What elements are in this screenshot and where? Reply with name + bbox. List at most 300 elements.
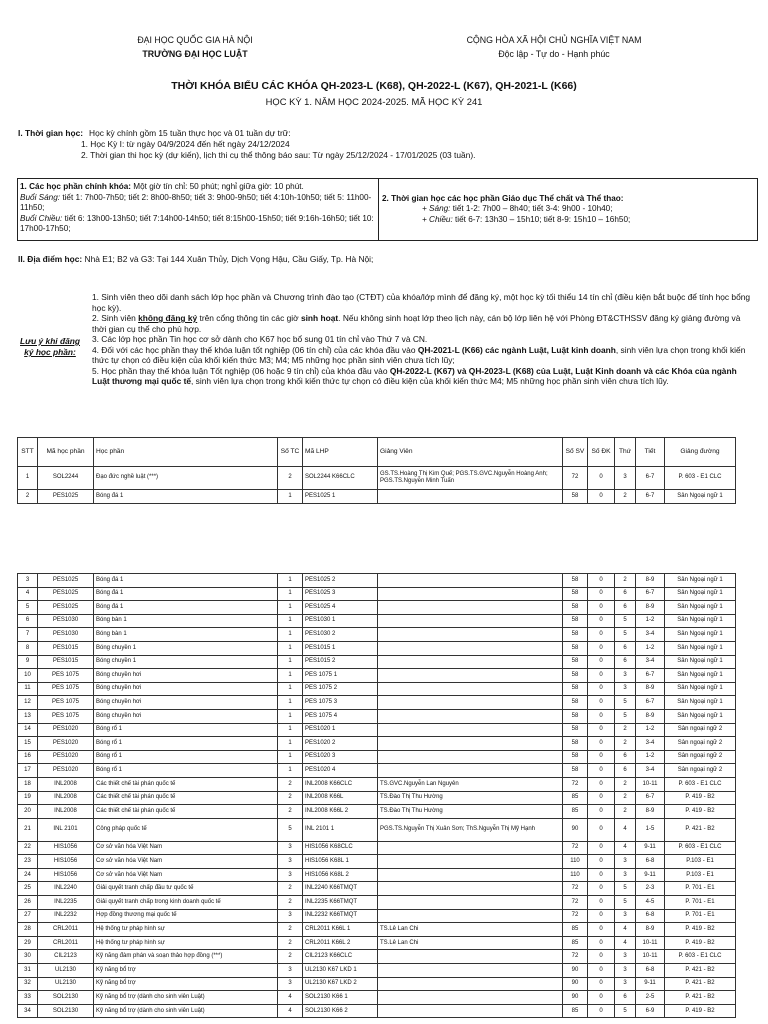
cell-stt: 29 <box>18 936 38 950</box>
cell-registered: 0 <box>588 490 615 504</box>
cell-class-code: HIS1056 K68L 1 <box>303 855 378 869</box>
cell-class-code: CRL2011 K66L 1 <box>303 923 378 937</box>
cell-class-code: SOL2244 K66CLC <box>303 467 378 490</box>
column-header-stt: STT <box>18 438 38 467</box>
pe-afternoon-line <box>382 215 754 226</box>
cell-periods: 1-5 <box>636 818 665 841</box>
note-text: 5. Học phần thay thế khóa luận Tốt nghiệp (06 hoặc 9 tín chỉ) của khóa đầu vào <box>92 365 390 376</box>
cell-course-name: Kỹ năng bổ trợ (dành cho sinh viên Luật) <box>94 991 278 1005</box>
cell-credits: 2 <box>278 777 303 791</box>
cell-lecturer <box>378 696 563 710</box>
cell-course-name: Bóng rổ 1 <box>94 723 278 737</box>
table-row <box>18 805 736 819</box>
note-text: 2. Sinh viên <box>92 313 139 323</box>
cell-periods: 8-9 <box>636 805 665 819</box>
cell-course-code: PES1025 <box>38 587 94 601</box>
column-header-periods: Tiết <box>636 438 665 467</box>
cell-periods: 10-11 <box>636 777 665 791</box>
cell-credits: 1 <box>278 574 303 588</box>
cell-stt: 30 <box>18 950 38 964</box>
cell-course-code: INL2232 <box>38 909 94 923</box>
cell-course-code: PES1015 <box>38 655 94 669</box>
cell-stt: 7 <box>18 628 38 642</box>
cell-registered: 0 <box>588 964 615 978</box>
cell-room: P. 419 - B2 <box>665 936 736 950</box>
cell-course-name: Các thiết chế tài phán quốc tế <box>94 777 278 791</box>
cell-room: P.103 - E1 <box>665 868 736 882</box>
cell-stt: 15 <box>18 737 38 751</box>
cell-class-code: INL2235 K66TMQT <box>303 896 378 910</box>
periods-box <box>17 178 758 241</box>
table-row <box>18 587 736 601</box>
cell-course-code: PES1020 <box>38 723 94 737</box>
cell-periods: 10-11 <box>636 950 665 964</box>
table-row <box>18 936 736 950</box>
cell-stt: 14 <box>18 723 38 737</box>
cell-periods: 3-4 <box>636 737 665 751</box>
cell-registered: 0 <box>588 628 615 642</box>
cell-capacity: 58 <box>563 587 588 601</box>
schedule-table <box>17 437 736 504</box>
cell-capacity: 90 <box>563 977 588 991</box>
cell-periods: 6-7 <box>636 791 665 805</box>
cell-weekday: 2 <box>615 777 636 791</box>
cell-room: P. 603 - E1 CLC <box>665 777 736 791</box>
cell-course-code: PES1025 <box>38 601 94 615</box>
column-header-course-name: Học phần <box>94 438 278 467</box>
cell-stt: 19 <box>18 791 38 805</box>
location-text: Nhà E1; B2 và G3: Tại 144 Xuân Thủy, Dịch Vọng Hậu, Cầu Giấy, Tp. Hà Nội; <box>82 254 374 264</box>
cell-capacity: 72 <box>563 896 588 910</box>
table-row <box>18 882 736 896</box>
table-row <box>18 601 736 615</box>
cell-stt: 10 <box>18 669 38 683</box>
cell-room: P. 603 - E1 CLC <box>665 841 736 855</box>
note-emphasis: không đăng ký <box>138 313 198 323</box>
cell-class-code: SOL2130 K66 1 <box>303 991 378 1005</box>
cell-course-name: Hợp đồng thương mại quốc tế <box>94 909 278 923</box>
nation-name: CỘNG HÒA XÃ HỘI CHỦ NGHĨA VIỆT NAM <box>466 35 642 45</box>
cell-capacity: 85 <box>563 1004 588 1018</box>
table-row <box>18 641 736 655</box>
cell-periods: 1-2 <box>636 641 665 655</box>
cell-periods: 8-9 <box>636 682 665 696</box>
cell-course-code: PES1030 <box>38 628 94 642</box>
cell-registered: 0 <box>588 641 615 655</box>
cell-capacity: 85 <box>563 936 588 950</box>
cell-stt: 23 <box>18 855 38 869</box>
cell-weekday: 4 <box>615 841 636 855</box>
cell-lecturer <box>378 764 563 778</box>
notes-list <box>92 292 752 387</box>
note-text: . Nếu không sinh hoạt lớp theo lịch này, cán bộ lớp liên hệ với Phòng ĐT&CTHSSV đăng ký giảng đường và thời gian cụ thể cho phù hợp. <box>92 313 741 334</box>
table-row <box>18 764 736 778</box>
cell-course-name: Cơ sở văn hóa Việt Nam <box>94 855 278 869</box>
cell-stt: 21 <box>18 818 38 841</box>
table-row <box>18 909 736 923</box>
cell-course-name: Bóng chuyền hơi <box>94 682 278 696</box>
exam-dates: 2. Thời gian thi học kỳ (dự kiến), lịch thi cụ thể thông báo sau: Từ ngày 25/12/2024 - 17/01/2025 (03 tuần). <box>81 149 476 160</box>
cell-class-code: PES1020 1 <box>303 723 378 737</box>
school-name: TRƯỜNG ĐẠI HỌC LUẬT <box>142 48 248 59</box>
cell-class-code: UL2130 K67 LKD 1 <box>303 964 378 978</box>
cell-capacity: 58 <box>563 696 588 710</box>
cell-registered: 0 <box>588 882 615 896</box>
main-periods-heading: 1. Các học phần chính khóa: <box>20 182 132 191</box>
cell-credits: 1 <box>278 764 303 778</box>
cell-periods: 6-9 <box>636 1004 665 1018</box>
cell-stt: 11 <box>18 682 38 696</box>
document-subtitle: HỌC KỲ 1. NĂM HỌC 2024-2025. MÃ HỌC KỲ 241 <box>265 96 483 107</box>
cell-registered: 0 <box>588 896 615 910</box>
cell-lecturer <box>378 669 563 683</box>
cell-course-code: INL2008 <box>38 791 94 805</box>
cell-course-name: Bóng chuyền hơi <box>94 709 278 723</box>
cell-room: Sân Ngoại ngữ 1 <box>665 490 736 504</box>
table-row <box>18 1004 736 1018</box>
cell-course-name: Bóng bàn 1 <box>94 628 278 642</box>
cell-periods: 6-8 <box>636 855 665 869</box>
cell-capacity: 72 <box>563 909 588 923</box>
cell-lecturer <box>378 601 563 615</box>
cell-capacity: 58 <box>563 490 588 504</box>
cell-lecturer <box>378 723 563 737</box>
cell-weekday: 2 <box>615 490 636 504</box>
cell-capacity: 58 <box>563 601 588 615</box>
cell-capacity: 72 <box>563 882 588 896</box>
cell-room: P. 419 - B2 <box>665 805 736 819</box>
cell-capacity: 72 <box>563 841 588 855</box>
cell-periods: 4-5 <box>636 896 665 910</box>
cell-stt: 2 <box>18 490 38 504</box>
cell-class-code: PES 1075 2 <box>303 682 378 696</box>
cell-class-code: PES1025 3 <box>303 587 378 601</box>
cell-capacity: 90 <box>563 964 588 978</box>
cell-credits: 4 <box>278 991 303 1005</box>
table-row <box>18 855 736 869</box>
cell-weekday: 4 <box>615 818 636 841</box>
cell-weekday: 6 <box>615 641 636 655</box>
location-section <box>18 254 758 265</box>
cell-registered: 0 <box>588 791 615 805</box>
cell-registered: 0 <box>588 1004 615 1018</box>
cell-credits: 3 <box>278 977 303 991</box>
pe-morning-label: + Sáng: <box>422 204 451 214</box>
cell-weekday: 3 <box>615 855 636 869</box>
cell-course-code: PES1020 <box>38 764 94 778</box>
cell-weekday: 6 <box>615 587 636 601</box>
note-emphasis: sinh hoạt <box>300 313 339 323</box>
cell-periods: 6-7 <box>636 587 665 601</box>
cell-periods: 1-2 <box>636 614 665 628</box>
cell-weekday: 2 <box>615 805 636 819</box>
cell-course-code: HIS1056 <box>38 841 94 855</box>
cell-capacity: 58 <box>563 614 588 628</box>
cell-lecturer <box>378 750 563 764</box>
cell-course-name: Bóng chuyền 1 <box>94 655 278 669</box>
cell-capacity: 110 <box>563 855 588 869</box>
table-row <box>18 818 736 841</box>
cell-room: P. 701 - E1 <box>665 896 736 910</box>
table-row <box>18 896 736 910</box>
note-text: , sinh viên lựa chọn trong khối kiến thức tự chọn có điều kiện của khối kiến thức M3; M4; M5 những học phần sinh viên chưa tích lũy; <box>92 344 746 365</box>
cell-registered: 0 <box>588 841 615 855</box>
cell-room: P. 421 - B2 <box>665 818 736 841</box>
cell-periods: 8-9 <box>636 923 665 937</box>
column-header-lecturer: Giảng Viên <box>378 438 563 467</box>
cell-lecturer <box>378 614 563 628</box>
note-emphasis: QH-2022-L (K67) và QH-2023-L (K68) của Luật, Luật Kinh doanh và các Khóa của ngành Luật thương mại quốc tế <box>92 365 737 386</box>
notes-label: Lưu ý khi đăng ký học phần: <box>20 336 80 357</box>
cell-capacity: 90 <box>563 818 588 841</box>
cell-capacity: 58 <box>563 764 588 778</box>
cell-periods: 3-4 <box>636 655 665 669</box>
main-periods-heading-line <box>20 182 376 193</box>
cell-room: P. 421 - B2 <box>665 977 736 991</box>
cell-credits: 1 <box>278 709 303 723</box>
table-row <box>18 655 736 669</box>
cell-registered: 0 <box>588 587 615 601</box>
cell-credits: 3 <box>278 855 303 869</box>
cell-room: P. 419 - B2 <box>665 1004 736 1018</box>
cell-course-name: Cơ sở văn hóa Việt Nam <box>94 841 278 855</box>
cell-class-code: PES1025 4 <box>303 601 378 615</box>
cell-registered: 0 <box>588 764 615 778</box>
cell-capacity: 58 <box>563 628 588 642</box>
cell-class-code: INL 2101 1 <box>303 818 378 841</box>
cell-credits: 1 <box>278 641 303 655</box>
cell-periods: 6-7 <box>636 490 665 504</box>
cell-class-code: PES1020 3 <box>303 750 378 764</box>
cell-course-code: PES1030 <box>38 614 94 628</box>
cell-class-code: PES 1075 3 <box>303 696 378 710</box>
cell-registered: 0 <box>588 682 615 696</box>
cell-stt: 16 <box>18 750 38 764</box>
cell-registered: 0 <box>588 909 615 923</box>
cell-stt: 17 <box>18 764 38 778</box>
cell-class-code: PES 1075 1 <box>303 669 378 683</box>
cell-registered: 0 <box>588 696 615 710</box>
cell-weekday: 3 <box>615 868 636 882</box>
cell-registered: 0 <box>588 750 615 764</box>
cell-course-name: Bóng chuyền hơi <box>94 669 278 683</box>
cell-capacity: 58 <box>563 750 588 764</box>
main-morning-label: Buổi Sáng: <box>20 192 61 202</box>
cell-capacity: 58 <box>563 574 588 588</box>
cell-weekday: 6 <box>615 655 636 669</box>
cell-credits: 2 <box>278 467 303 490</box>
cell-room: Sân ngoại ngữ 2 <box>665 723 736 737</box>
cell-credits: 3 <box>278 868 303 882</box>
cell-periods: 9-11 <box>636 977 665 991</box>
cell-periods: 1-2 <box>636 723 665 737</box>
cell-weekday: 3 <box>615 682 636 696</box>
study-time-section <box>18 128 758 160</box>
schedule-body <box>18 467 736 504</box>
cell-course-code: SOL2130 <box>38 1004 94 1018</box>
cell-class-code: HIS1056 K68L 2 <box>303 868 378 882</box>
cell-periods: 6-7 <box>636 696 665 710</box>
cell-registered: 0 <box>588 923 615 937</box>
cell-room: Sân ngoại ngữ 2 <box>665 764 736 778</box>
cell-course-name: Bóng đá 1 <box>94 490 278 504</box>
cell-course-name: Đạo đức nghề luật (***) <box>94 467 278 490</box>
cell-room: P. 603 - E1 CLC <box>665 467 736 490</box>
cell-stt: 20 <box>18 805 38 819</box>
cell-credits: 5 <box>278 818 303 841</box>
cell-capacity: 58 <box>563 669 588 683</box>
cell-periods: 6-8 <box>636 909 665 923</box>
cell-lecturer: PGS.TS.Nguyễn Thị Xuân Sơn; ThS.Nguyễn Thị Mỹ Hạnh <box>378 818 563 841</box>
cell-room: Sân Ngoại ngữ 1 <box>665 614 736 628</box>
note-item <box>92 366 752 387</box>
cell-credits: 3 <box>278 964 303 978</box>
cell-class-code: INL2008 K66L 2 <box>303 805 378 819</box>
cell-course-code: PES 1075 <box>38 682 94 696</box>
column-header-credits: Số TC <box>278 438 303 467</box>
pe-periods-heading: 2. Thời gian học các học phần Giáo dục Thể chất và Thể thao: <box>382 193 624 203</box>
cell-periods: 6-7 <box>636 669 665 683</box>
cell-stt: 18 <box>18 777 38 791</box>
table-row <box>18 991 736 1005</box>
cell-class-code: PES1020 2 <box>303 737 378 751</box>
table-row <box>18 964 736 978</box>
cell-stt: 9 <box>18 655 38 669</box>
table-row <box>18 490 736 504</box>
national-header <box>444 34 664 61</box>
cell-class-code: CIL2123 K66CLC <box>303 950 378 964</box>
cell-registered: 0 <box>588 855 615 869</box>
cell-capacity: 58 <box>563 737 588 751</box>
cell-lecturer <box>378 682 563 696</box>
cell-course-name: Bóng chuyền 1 <box>94 641 278 655</box>
cell-capacity: 58 <box>563 723 588 737</box>
cell-registered: 0 <box>588 777 615 791</box>
cell-credits: 1 <box>278 723 303 737</box>
table-row <box>18 574 736 588</box>
document-title: THỜI KHÓA BIỂU CÁC KHÓA QH-2023-L (K68), QH-2022-L (K67), QH-2021-L (K66) <box>171 80 577 92</box>
cell-class-code: PES1015 1 <box>303 641 378 655</box>
cell-class-code: PES1020 4 <box>303 764 378 778</box>
cell-room: Sân Ngoại ngữ 1 <box>665 628 736 642</box>
cell-course-code: PES1025 <box>38 574 94 588</box>
cell-credits: 2 <box>278 896 303 910</box>
cell-registered: 0 <box>588 669 615 683</box>
cell-course-code: INL2008 <box>38 805 94 819</box>
table-row <box>18 868 736 882</box>
table-row <box>18 696 736 710</box>
cell-weekday: 5 <box>615 1004 636 1018</box>
cell-course-code: HIS1056 <box>38 868 94 882</box>
cell-course-name: Kỹ năng bổ trợ (dành cho sinh viên Luật) <box>94 1004 278 1018</box>
cell-credits: 2 <box>278 923 303 937</box>
pe-morning-periods: tiết 1-2: 7h00 – 8h40; tiết 3-4: 9h00 - 10h40; <box>450 204 613 214</box>
cell-course-code: PES1020 <box>38 750 94 764</box>
cell-credits: 2 <box>278 950 303 964</box>
cell-periods: 6-8 <box>636 964 665 978</box>
cell-course-code: CIL2123 <box>38 950 94 964</box>
cell-stt: 13 <box>18 709 38 723</box>
cell-capacity: 58 <box>563 655 588 669</box>
cell-room: Sân Ngoại ngữ 1 <box>665 696 736 710</box>
cell-stt: 6 <box>18 614 38 628</box>
university-name: ĐẠI HỌC QUỐC GIA HÀ NỘI <box>137 35 253 45</box>
note-item <box>92 345 752 366</box>
cell-room: P. 419 - B2 <box>665 791 736 805</box>
cell-registered: 0 <box>588 991 615 1005</box>
cell-lecturer: TS.Lê Lan Chi <box>378 936 563 950</box>
cell-lecturer: TS.Đào Thị Thu Hường <box>378 791 563 805</box>
table-row <box>18 737 736 751</box>
table-row <box>18 977 736 991</box>
column-header-weekday: Thứ <box>615 438 636 467</box>
location-label: II. Địa điểm học: <box>18 254 83 264</box>
cell-weekday: 3 <box>615 950 636 964</box>
university-header <box>90 34 300 61</box>
cell-class-code: CRL2011 K66L 2 <box>303 936 378 950</box>
cell-lecturer <box>378 574 563 588</box>
cell-weekday: 3 <box>615 467 636 490</box>
cell-class-code: INL2008 K66CLC <box>303 777 378 791</box>
note-emphasis: QH-2021-L (K66) các ngành Luật, Luật kinh doanh <box>417 344 616 355</box>
cell-weekday: 5 <box>615 882 636 896</box>
cell-registered: 0 <box>588 601 615 615</box>
cell-weekday: 3 <box>615 964 636 978</box>
cell-course-code: PES1020 <box>38 737 94 751</box>
cell-periods: 10-11 <box>636 936 665 950</box>
pe-afternoon-label: + Chiều: <box>422 214 453 224</box>
cell-class-code: INL2008 K66L <box>303 791 378 805</box>
cell-periods: 2-5 <box>636 991 665 1005</box>
cell-registered: 0 <box>588 614 615 628</box>
cell-stt: 5 <box>18 601 38 615</box>
schedule-table-continued <box>17 573 736 1018</box>
cell-credits: 1 <box>278 750 303 764</box>
cell-lecturer <box>378 964 563 978</box>
cell-credits: 3 <box>278 841 303 855</box>
cell-stt: 24 <box>18 868 38 882</box>
cell-capacity: 58 <box>563 682 588 696</box>
cell-lecturer <box>378 490 563 504</box>
cell-credits: 1 <box>278 490 303 504</box>
cell-lecturer <box>378 841 563 855</box>
note-text: 1. Sinh viên theo dõi danh sách lớp học phần và Chương trình đào tạo (CTĐT) của khóa/lớp mình để đăng ký, một học kỳ tối thiểu 14 tín chỉ (điều kiện bắt buộc để tính học bổng học kỳ). <box>92 292 751 313</box>
table-row <box>18 669 736 683</box>
cell-room: Sân Ngoại ngữ 1 <box>665 601 736 615</box>
main-morning-line <box>20 193 376 214</box>
cell-registered: 0 <box>588 936 615 950</box>
cell-course-code: PES1025 <box>38 490 94 504</box>
cell-weekday: 3 <box>615 669 636 683</box>
cell-lecturer <box>378 950 563 964</box>
cell-lecturer <box>378 855 563 869</box>
cell-course-name: Giải quyết tranh chấp đầu tư quốc tế <box>94 882 278 896</box>
cell-periods: 1-2 <box>636 750 665 764</box>
cell-periods: 8-9 <box>636 709 665 723</box>
table-row <box>18 923 736 937</box>
cell-course-code: CRL2011 <box>38 923 94 937</box>
cell-lecturer <box>378 709 563 723</box>
cell-capacity: 72 <box>563 950 588 964</box>
cell-registered: 0 <box>588 737 615 751</box>
cell-room: P. 421 - B2 <box>665 991 736 1005</box>
header-row <box>18 438 736 467</box>
cell-room: Sân ngoại ngữ 2 <box>665 750 736 764</box>
cell-credits: 1 <box>278 696 303 710</box>
cell-course-name: Kỹ năng bổ trợ <box>94 964 278 978</box>
cell-stt: 1 <box>18 467 38 490</box>
study-time-label: I. Thời gian học: <box>18 128 84 138</box>
